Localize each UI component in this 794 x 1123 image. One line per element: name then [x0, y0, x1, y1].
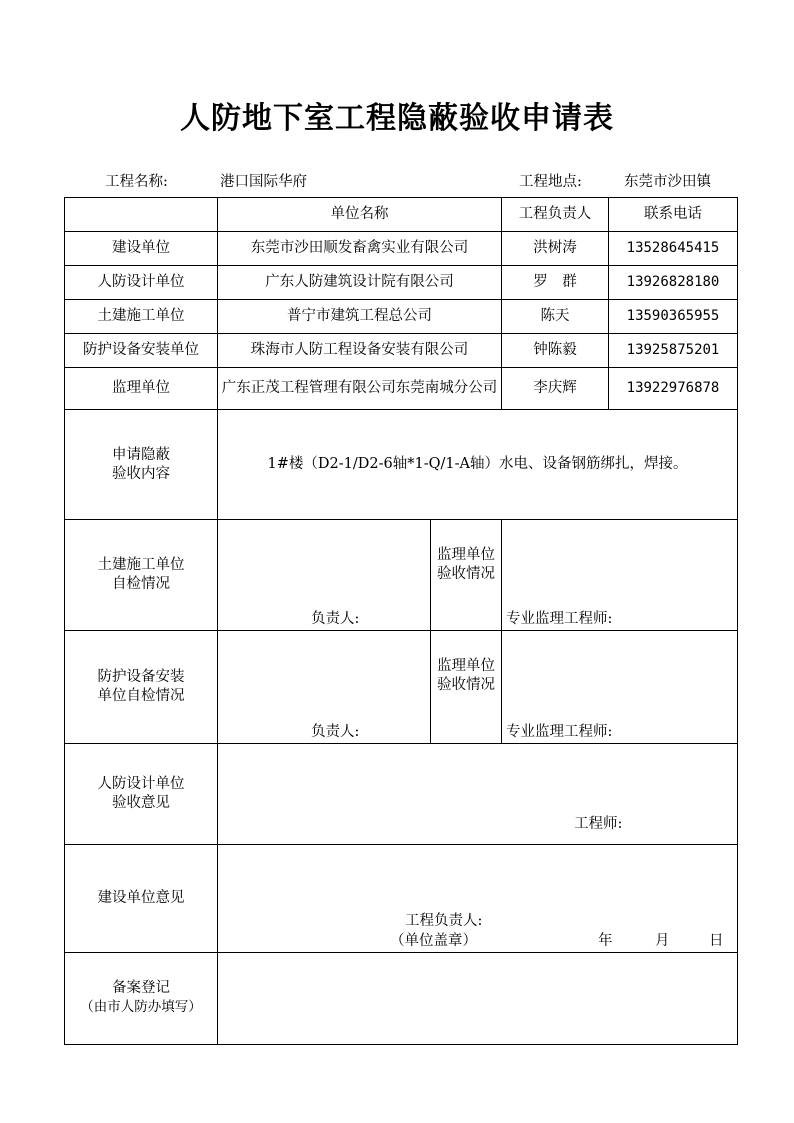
- design-engineer-label: 工程师:: [574, 815, 623, 832]
- unit-name: 普宁市建筑工程总公司: [218, 300, 502, 334]
- project-name-label: 工程名称:: [105, 174, 168, 190]
- table-row: [65, 232, 738, 266]
- unit-role: 人防设计单位: [65, 266, 218, 300]
- construction-person-label: 工程负责人:: [405, 912, 483, 929]
- equipment-check-label: 防护设备安装 单位自检情况: [65, 631, 218, 743]
- equipment-responsible-label: 负责人:: [311, 723, 360, 740]
- seal-label: （单位盖章）: [390, 932, 477, 949]
- registration-label-cell: [65, 952, 218, 1044]
- equipment-engineer-label: 专业监理工程师:: [506, 723, 613, 740]
- equipment-check-area: [218, 631, 431, 743]
- civil-supervision-area: [502, 520, 738, 631]
- civil-engineer-label: 专业监理工程师:: [506, 611, 613, 628]
- civil-check-row: [65, 520, 738, 631]
- equipment-check-row: [65, 631, 738, 743]
- equipment-supervision-label: 监理单位 验收情况: [431, 631, 502, 743]
- unit-phone: 13528645415: [609, 232, 738, 266]
- equipment-supervision-area: [502, 631, 738, 743]
- day-label: 日: [709, 932, 724, 949]
- project-location-value: 东莞市沙田镇: [624, 174, 711, 190]
- unit-person: 陈天: [502, 300, 609, 334]
- month-label: 月: [655, 932, 670, 949]
- application-row: [65, 410, 738, 520]
- construction-opinion-row: [65, 844, 738, 952]
- table-row: [65, 334, 738, 368]
- application-label: 申请隐蔽 验收内容: [65, 410, 218, 520]
- civil-check-label: 土建施工单位 自检情况: [65, 520, 218, 631]
- civil-responsible-label: 负责人:: [311, 611, 360, 628]
- header-unit-name: 单位名称: [218, 198, 502, 232]
- unit-phone: 13926828180: [609, 266, 738, 300]
- civil-check-area: [218, 520, 431, 631]
- table-row: [65, 300, 738, 334]
- registration-note: （由市人防办填写）: [80, 999, 202, 1016]
- design-opinion-area: [218, 743, 738, 844]
- table-row: [65, 266, 738, 300]
- table-row: [65, 368, 738, 410]
- unit-name: 珠海市人防工程设备安装有限公司: [218, 334, 502, 368]
- unit-phone: 13590365955: [609, 300, 738, 334]
- unit-role: 防护设备安装单位: [65, 334, 218, 368]
- unit-phone: 13922976878: [609, 368, 738, 410]
- table-header-row: [65, 198, 738, 232]
- civil-supervision-label: 监理单位 验收情况: [431, 520, 502, 631]
- unit-name: 东莞市沙田顺发畜禽实业有限公司: [218, 232, 502, 266]
- registration-row: [65, 952, 738, 1044]
- design-opinion-label: 人防设计单位 验收意见: [65, 743, 218, 844]
- header-person-in-charge: 工程负责人: [502, 198, 609, 232]
- unit-role: 土建施工单位: [65, 300, 218, 334]
- registration-area: [218, 952, 738, 1044]
- unit-person: 罗 群: [502, 266, 609, 300]
- acceptance-form-table: [64, 197, 738, 1045]
- design-opinion-row: [65, 743, 738, 844]
- application-content: 1#楼（D2-1/D2-6轴*1-Q/1-A轴）水电、设备钢筋绑扎，焊接。: [218, 410, 738, 520]
- unit-person: 李庆辉: [502, 368, 609, 410]
- header-phone: 联系电话: [609, 198, 738, 232]
- registration-label: 备案登记: [112, 980, 170, 997]
- unit-name: 广东人防建筑设计院有限公司: [218, 266, 502, 300]
- header-blank-cell: [65, 198, 218, 232]
- project-location-label: 工程地点:: [519, 174, 582, 190]
- project-name-value: 港口国际华府: [220, 174, 307, 190]
- form-title: 人防地下室工程隐蔽验收申请表: [180, 101, 614, 136]
- unit-name: 广东正茂工程管理有限公司东莞南城分公司: [218, 368, 502, 410]
- year-label: 年: [598, 932, 613, 949]
- unit-person: 钟陈毅: [502, 334, 609, 368]
- unit-role: 监理单位: [65, 368, 218, 410]
- construction-opinion-label: 建设单位意见: [65, 844, 218, 952]
- unit-person: 洪树涛: [502, 232, 609, 266]
- construction-opinion-area: [218, 844, 738, 952]
- unit-phone: 13925875201: [609, 334, 738, 368]
- unit-role: 建设单位: [65, 232, 218, 266]
